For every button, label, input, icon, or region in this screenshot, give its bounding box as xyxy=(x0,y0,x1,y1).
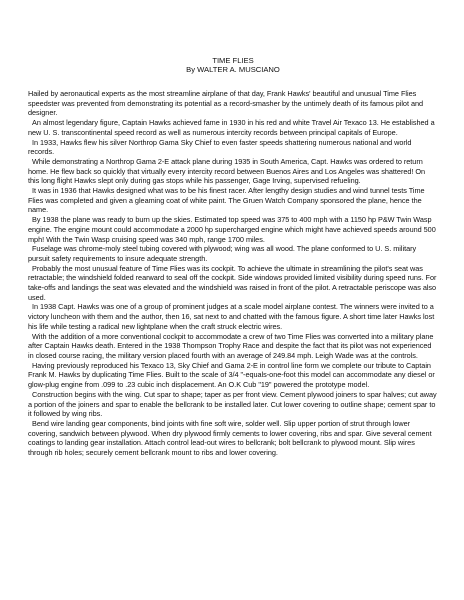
paragraph: By 1938 the plane was ready to burn up the skies. Estimated top speed was 375 to 400 mph with a 1150 hp P&W Twin Wasp engine. The engine mount could accommodate a 2000 hp supercharged engine which might have achieved speeds around 500 mph! With the Twin Wasp cruising speed was 340 mph, range 1700 miles. xyxy=(28,215,436,244)
paragraph: Bend wire landing gear components, bind joints with fine soft wire, solder well. Slip upper portion of strut through lower covering, sandwich between plywood. When dry plywood firmly cements to lower covering, ribs and spar. Give several cement coatings to landing gear installation. Attach control lead-out wires to bellcrank; bolt bellcrank to plywood mount. Slip wires through rib holes; securely cement bellcrank mount to ribs and lower covering. xyxy=(28,418,432,458)
paragraph: Fuselage was chrome-moly steel tubing covered with plywood; wing was all wood. The plane conformed to U. S. military pursuit safety requirements to insure adequate strength. xyxy=(28,244,417,263)
paragraph: It was in 1936 that Hawks designed what was to be his finest racer. After lengthy design studies and wind tunnel tests Time Flies was completed and given a gleaming coat of white paint. The Gruen Watch Company sponsored the plane, hence the name. xyxy=(28,186,425,215)
paragraph: An almost legendary figure, Captain Hawks achieved fame in 1930 in his red and white Travel Air Texaco 13. He established a new U. S. transcontinental speed record as well as numerous intercity records between principal capitals of Europe. xyxy=(28,118,435,137)
paragraph: Hailed by aeronautical experts as the most streamline airplane of that day, Frank Hawks' beautiful and unusual Time Flies speedster was prevented from demonstrating its potential as a record-smasher by the untimely death of its famous pilot and designer. xyxy=(28,89,424,118)
paragraph: While demonstrating a Northrop Gama 2-E attack plane during 1935 in South America, Capt. Hawks was ordered to return home. He flew back so quickly that virtually every intercity record between Buenos Aires and Los Angeles was shattered! On this long flight Hawks slept only during gas stops while his passenger, Gage Irving, supervised refueling. xyxy=(28,156,426,186)
paragraph: Probably the most unusual feature of Time Flies was its cockpit. To achieve the ultimate in streamlining the pilot's seat was retractable; the windshield folded rearward to seal off the cockpit. Side windows provided limited visibility during speed runs. For take-offs and landings the seat was elevated and the windshield was raised in front of the pilot. A retractable periscope was also used. xyxy=(28,263,437,302)
paragraph: Construction begins with the wing. Cut spar to shape; taper as per front view. Cement plywood joiners to spar halves; cut away a portion of the joiners and spar to enable the bellcrank to be installed later. Cut lower covering to outline shape; cement spar to it followed by wing ribs. xyxy=(28,389,437,419)
paragraph: In 1933, Hawks flew his silver Northrop Gama Sky Chief to even faster speeds shattering numerous national and world records. xyxy=(28,137,412,157)
document-title: TIME FLIES xyxy=(212,56,254,65)
paragraph: With the addition of a more conventional cockpit to accommodate a crew of two Time Flies was converted into a military plane after Captain Hawks death. Entered in the 1938 Thompson Trophy Race and despite the fact that its pilot was not experienced in closed course racing, the military version placed fourth with an average of 249.84 mph. Leigh Wade was at the controls. xyxy=(28,331,434,360)
document-byline: By WALTER A. MUSCIANO xyxy=(186,65,280,74)
document-body xyxy=(28,89,438,458)
paragraph: In 1938 Capt. Hawks was one of a group of prominent judges at a scale model airplane contest. The winners were invited to a victory luncheon with them and the author, then 16, sat next to and chatted with the famous figure. A short time later Hawks lost his life while testing a radical new lightplane when the craft struck electric wires. xyxy=(28,302,435,331)
paragraph: Having previously reproduced his Texaco 13, Sky Chief and Gama 2-E in control line form we complete our tribute to Captain Frank M. Hawks by duplicating Time Flies. Built to the scale of 3/4 "-equals-one-foot this model can accommodate any diesel or glow-plug engine from .099 to .23 cubic inch displacement. An O.K Cub "19" powered the prototype model. xyxy=(28,360,435,390)
